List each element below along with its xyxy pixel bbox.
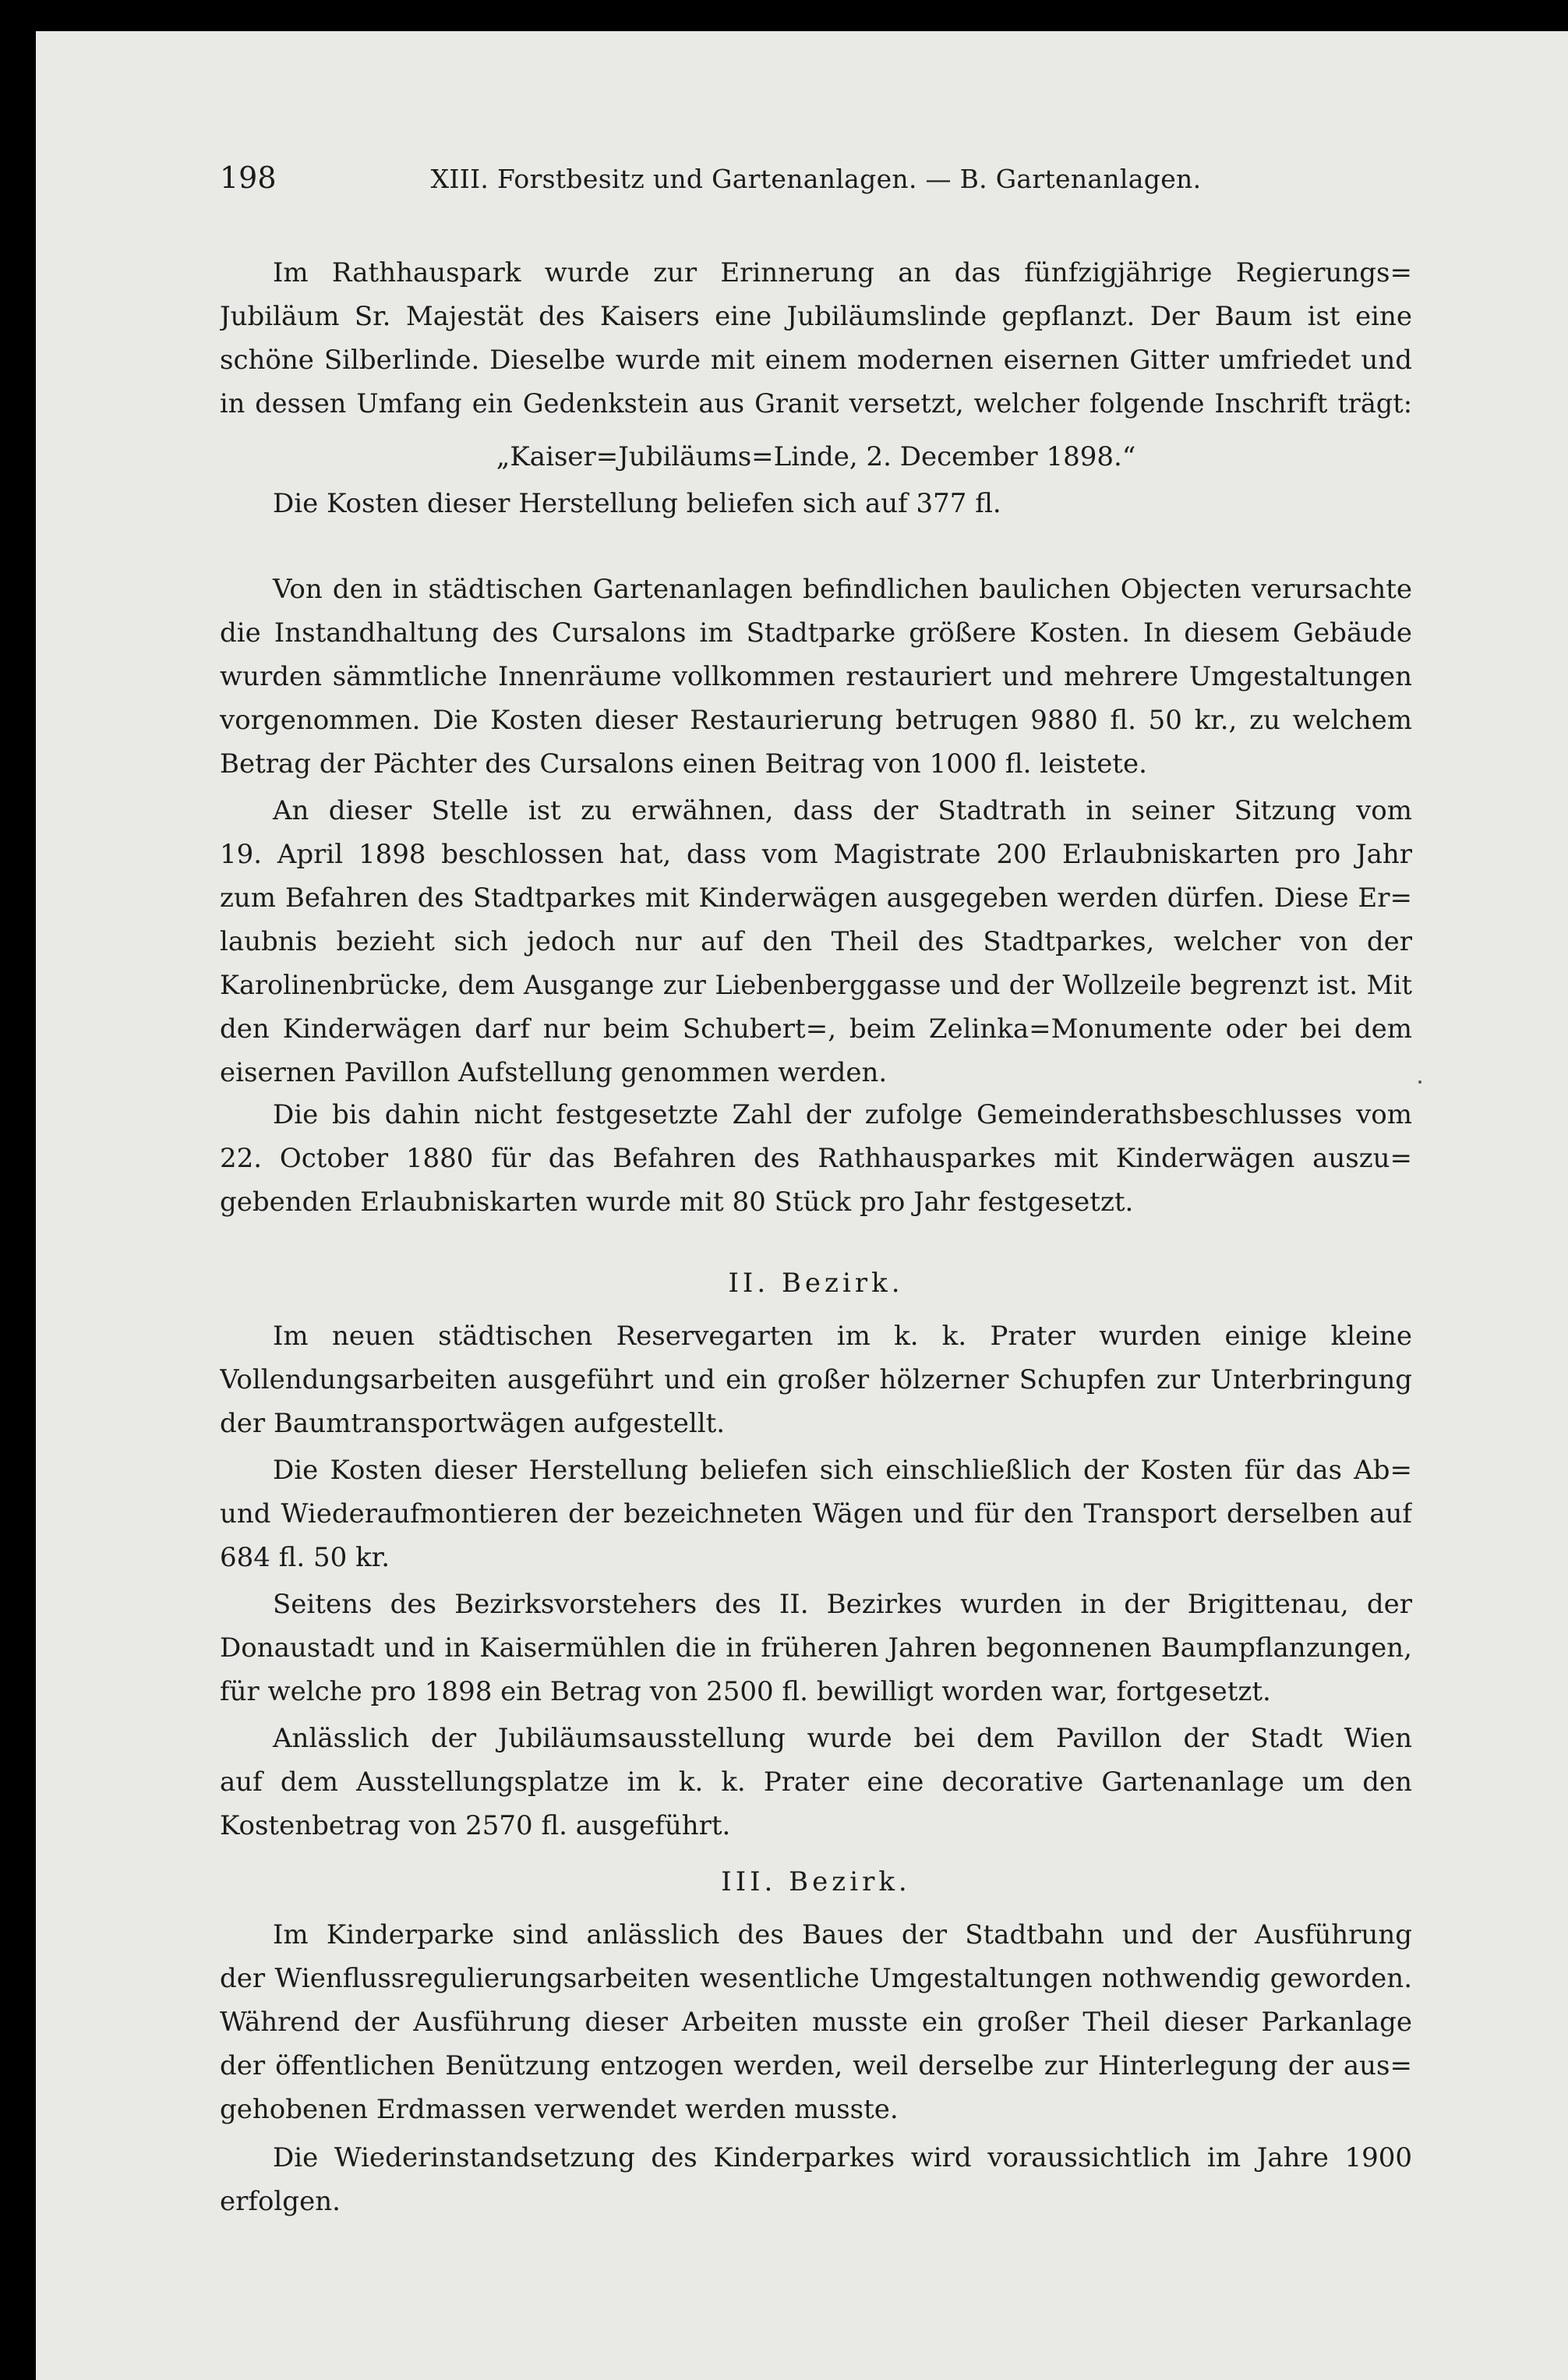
- section-heading-iii-bezirk: III. Bezirk.: [721, 1866, 911, 1897]
- text-line: für welche pro 1898 ein Betrag von 2500 fl. bewilligt worden war, fortgesetzt.: [220, 1676, 1271, 1707]
- text-line: Im Kinderparke sind anlässlich des Baues der Stadtbahn und der Ausführung: [273, 1919, 1412, 1950]
- text-line: Seitens des Bezirksvorstehers des II. Bezirkes wurden in der Brigittenau, der: [273, 1589, 1412, 1620]
- section-heading-ii-bezirk: II. Bezirk.: [728, 1268, 904, 1299]
- paragraph-reservegarten: [220, 1314, 1412, 1445]
- text-line: An dieser Stelle ist zu erwähnen, dass der Stadtrath in seiner Sitzung vom: [273, 795, 1412, 826]
- scanned-page: [36, 31, 1568, 2380]
- paragraph-reservegarten-costs: [220, 1448, 1412, 1579]
- text-line: Kostenbetrag von 2570 fl. ausgeführt.: [220, 1810, 731, 1841]
- text-line: Im Rathhauspark wurde zur Erinnerung an das fünfzigjährige Regierungs=: [273, 257, 1412, 288]
- text-line: Die bis dahin nicht festgesetzte Zahl der zufolge Gemeinderathsbeschlusses vom: [273, 1099, 1412, 1130]
- text-line: Von den in städtischen Gartenanlagen befindlichen baulichen Objecten verursachte: [273, 574, 1412, 605]
- text-line: Betrag der Pächter des Cursalons einen Beitrag von 1000 fl. leistete.: [220, 748, 1147, 780]
- paragraph-kinderpark-restoration: [220, 2136, 1412, 2223]
- paragraph-rathhauspark-permits: [220, 1093, 1412, 1224]
- page-number: 198: [220, 161, 277, 195]
- text-line: wurden sämmtliche Innenräume vollkommen restauriert und mehrere Umgestaltungen: [220, 661, 1412, 692]
- text-line: 22. October 1880 für das Befahren des Rathhausparkes mit Kinderwägen auszu=: [220, 1143, 1412, 1174]
- text-line: Anlässlich der Jubiläumsausstellung wurde bei dem Pavillon der Stadt Wien: [273, 1723, 1412, 1754]
- text-line: die Instandhaltung des Cursalons im Stadtparke größere Kosten. In diesem Gebäude: [220, 617, 1412, 649]
- text-line: schöne Silberlinde. Dieselbe wurde mit einem modernen eisernen Gitter umfriedet und: [220, 345, 1412, 376]
- text-line: vorgenommen. Die Kosten dieser Restaurierung betrugen 9880 fl. 50 kr., zu welchem: [220, 705, 1412, 736]
- text-line: der Wienflussregulierungsarbeiten wesentliche Umgestaltungen nothwendig geworden.: [220, 1963, 1412, 1994]
- text-line: Die Kosten dieser Herstellung beliefen sich auf 377 fl.: [273, 488, 1001, 519]
- text-line: Jubiläum Sr. Majestät des Kaisers eine Jubiläumslinde gepflanzt. Der Baum ist eine: [220, 301, 1412, 332]
- text-line: gehobenen Erdmassen verwendet werden musste.: [220, 2094, 899, 2125]
- text-line: der öffentlichen Benützung entzogen werden, weil derselbe zur Hinterlegung der aus=: [220, 2050, 1412, 2081]
- text-line: 684 fl. 50 kr.: [220, 1542, 390, 1573]
- text-line: Im neuen städtischen Reservegarten im k. k. Prater wurden einige kleine: [273, 1321, 1412, 1352]
- text-line: Donaustadt und in Kaisermühlen die in früheren Jahren begonnenen Baumpflanzungen,: [220, 1632, 1412, 1664]
- text-line: eisernen Pavillon Aufstellung genommen werden.: [220, 1057, 888, 1088]
- inscription: „Kaiser=Jubiläums=Linde, 2. December 1898.“: [496, 441, 1136, 472]
- paragraph-stadtpark-permits: [220, 789, 1412, 1095]
- text-line: Während der Ausführung dieser Arbeiten musste ein großer Theil dieser Parkanlage: [220, 2007, 1412, 2038]
- text-line: den Kinderwägen darf nur beim Schubert=, beim Zelinka=Monumente oder bei dem: [220, 1013, 1412, 1045]
- paragraph-rathhauspark: [220, 251, 1412, 426]
- text-line: Vollendungsarbeiten ausgeführt und ein großer hölzerner Schupfen zur Unterbringung: [220, 1364, 1412, 1395]
- text-line: laubnis bezieht sich jedoch nur auf den Theil des Stadtparkes, welcher von der: [220, 926, 1412, 957]
- paragraph-cursalon: [220, 568, 1412, 786]
- scan-speck: [1418, 1080, 1421, 1084]
- paragraph-kinderpark: [220, 1913, 1412, 2131]
- paragraph-baumpflanzungen: [220, 1583, 1412, 1713]
- text-line: Die Wiederinstandsetzung des Kinderparkes wird voraussichtlich im Jahre 1900: [273, 2142, 1412, 2173]
- text-line: 19. April 1898 beschlossen hat, dass vom Magistrate 200 Erlaubniskarten pro Jahr: [220, 839, 1412, 870]
- paragraph-costs-linde: [220, 482, 1412, 525]
- text-line: Karolinenbrücke, dem Ausgange zur Liebenberggasse und der Wollzeile begrenzt ist. Mit: [220, 970, 1412, 1000]
- paragraph-jubilaeumsausstellung: [220, 1717, 1412, 1848]
- text-line: der Baumtransportwägen aufgestellt.: [220, 1408, 726, 1439]
- text-line: auf dem Ausstellungsplatze im k. k. Prater eine decorative Gartenanlage um den: [220, 1766, 1412, 1798]
- text-line: und Wiederaufmontieren der bezeichneten Wägen und für den Transport derselben auf: [220, 1498, 1412, 1529]
- text-line: gebenden Erlaubniskarten wurde mit 80 Stück pro Jahr festgesetzt.: [220, 1186, 1134, 1218]
- text-line: zum Befahren des Stadtparkes mit Kinderwägen ausgegeben werden dürfen. Diese Er=: [220, 882, 1412, 914]
- page-header: [220, 161, 1412, 207]
- text-line: Die Kosten dieser Herstellung beliefen sich einschließlich der Kosten für das Ab=: [273, 1455, 1412, 1486]
- text-line: erfolgen.: [220, 2186, 341, 2217]
- text-line: in dessen Umfang ein Gedenkstein aus Granit versetzt, welcher folgende Inschrift trägt:: [220, 388, 1412, 419]
- running-head: XIII. Forstbesitz und Gartenanlagen. — B. Gartenanlagen.: [430, 164, 1202, 194]
